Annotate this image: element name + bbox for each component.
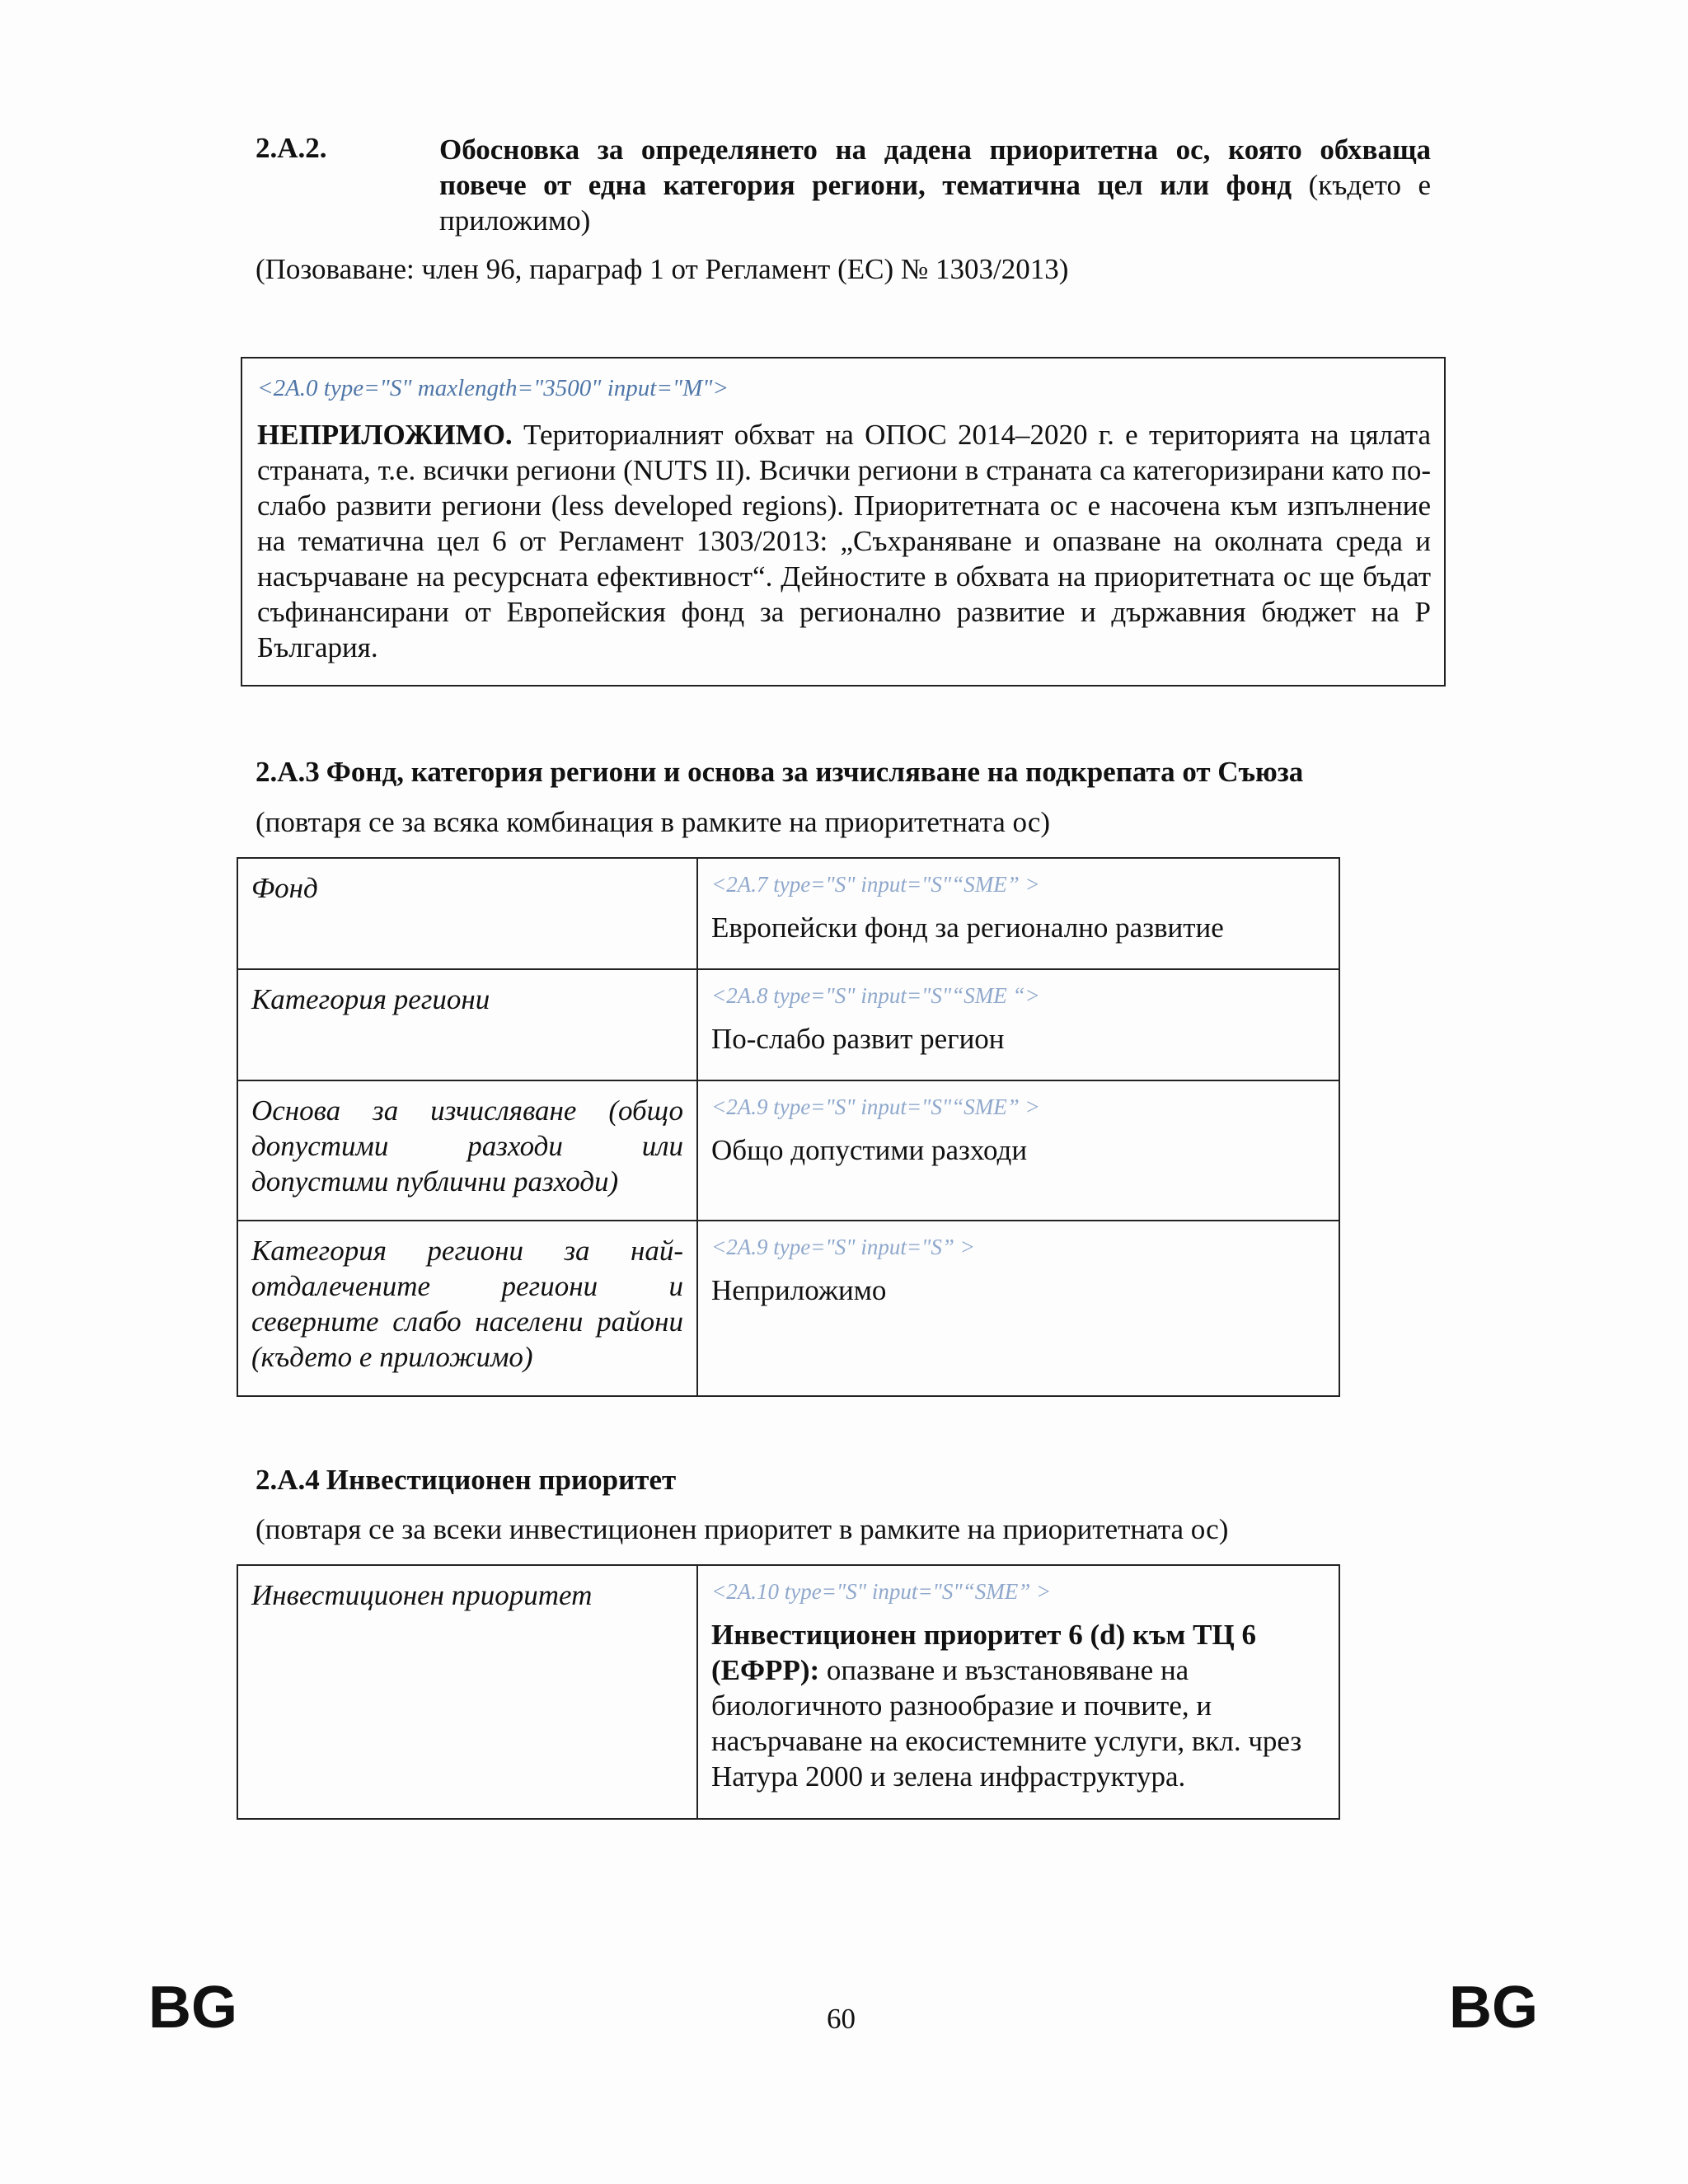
section-2a2-box-tag: <2A.0 type="S" maxlength="3500" input="M"> <box>257 375 729 401</box>
table-row <box>237 969 1339 1080</box>
field-tag: <2A.7 type="S" input="S"“SME” > <box>711 872 1040 897</box>
section-2a4-heading <box>256 1464 676 1497</box>
section-2a2-title-bold: Обосновка за определянето на дадена приоритетна ос, която обхваща повече от една категория региони, тематична цел или фонд <box>439 134 1431 201</box>
footer-language-left: BG <box>148 1975 237 2041</box>
table-value-cell <box>697 969 1339 1080</box>
field-value: Общо допустими разходи <box>711 1134 1028 1166</box>
table-value-cell <box>697 858 1339 969</box>
table-label-cell: Категория региони за най-отдалечените региони и северните слабо населени райони (където е приложимо) <box>237 1221 697 1396</box>
table-row <box>237 858 1339 969</box>
table-label-cell: Фонд <box>237 858 697 969</box>
field-tag: <2A.9 type="S" input="S"“SME” > <box>711 1094 1040 1119</box>
field-value: Неприложимо <box>711 1274 887 1306</box>
table-value-cell <box>697 1221 1339 1396</box>
section-2a2-reference: (Позоваване: член 96, параграф 1 от Регламент (ЕС) № 1303/2013) <box>256 253 1069 285</box>
table-row <box>237 1221 1339 1396</box>
page-number: 60 <box>827 2003 856 2035</box>
field-value: По-слабо развит регион <box>711 1023 1005 1055</box>
section-2a4-note: (повтаря се за всеки инвестиционен приоритет в рамките на приоритетната ос) <box>256 1513 1229 1545</box>
table-label-cell: Категория региони <box>237 969 697 1080</box>
section-2a3-table <box>237 857 1340 1397</box>
section-2a2-number: 2.A.2. <box>256 132 327 164</box>
field-tag: <2A.10 type="S" input="S"“SME” > <box>711 1579 1052 1604</box>
section-2a2-box <box>241 357 1446 687</box>
field-tag: <2A.9 type="S" input="S” > <box>711 1235 975 1259</box>
section-2a2-title <box>439 132 1431 238</box>
section-2a4-table <box>237 1564 1340 1820</box>
field-tag: <2A.8 type="S" input="S"“SME “> <box>711 983 1040 1008</box>
section-2a4-title: Инвестиционен приоритет <box>326 1464 677 1496</box>
section-2a2-box-body: Териториалният обхват на ОПОС 2014–2020 г. е територията на цялата страната, т.е. всички региони (NUTS II). Всички региони в страната са категоризирани като по-слабо развити региони (less developed regions). Приоритетната ос е насочена към изпълнение на тематична цел 6 от Регламент 1303/2013: „Съхраняване и опазване на околната среда и насърчаване на ресурсната ефективност“. Дейностите в обхвата на приоритетната ос ще бъдат съфинансирани от Европейския фонд за регионално развитие и държавния бюджет на Р България. <box>257 419 1431 663</box>
section-2a2-box-text <box>257 417 1431 665</box>
section-2a3-note: (повтаря се за всяка комбинация в рамките на приоритетната ос) <box>256 806 1051 838</box>
section-2a3-number: 2.A.3 <box>256 756 320 788</box>
table-value-cell <box>697 1080 1339 1221</box>
field-value: Европейски фонд за регионално развитие <box>711 912 1224 944</box>
table-label-cell: Инвестиционен приоритет <box>237 1565 697 1819</box>
section-2a4-number: 2.A.4 <box>256 1464 320 1496</box>
table-row <box>237 1565 1339 1819</box>
footer-language-right: BG <box>1449 1975 1538 2041</box>
table-row <box>237 1080 1339 1221</box>
table-value-cell <box>697 1565 1339 1819</box>
section-2a3-title: Фонд, категория региони и основа за изчисляване на подкрепата от Съюза <box>326 756 1304 788</box>
section-2a2-title-normal: (където е приложимо) <box>439 169 1431 237</box>
section-2a3-heading <box>256 756 1303 789</box>
field-value: опазване и възстановяване на биологичното разнообразие и почвите, и насърчаване на екосистемните услуги, вкл. чрез Натура 2000 и зелена инфраструктура. <box>711 1654 1302 1793</box>
field-value-bold: Инвестиционен приоритет 6 (d) към ТЦ 6 (ЕФРР): <box>711 1619 1256 1686</box>
table-label-cell: Основа за изчисляване (общо допустими разходи или допустими публични разходи) <box>237 1080 697 1221</box>
section-2a2-box-lead: НЕПРИЛОЖИМО. <box>257 419 513 451</box>
